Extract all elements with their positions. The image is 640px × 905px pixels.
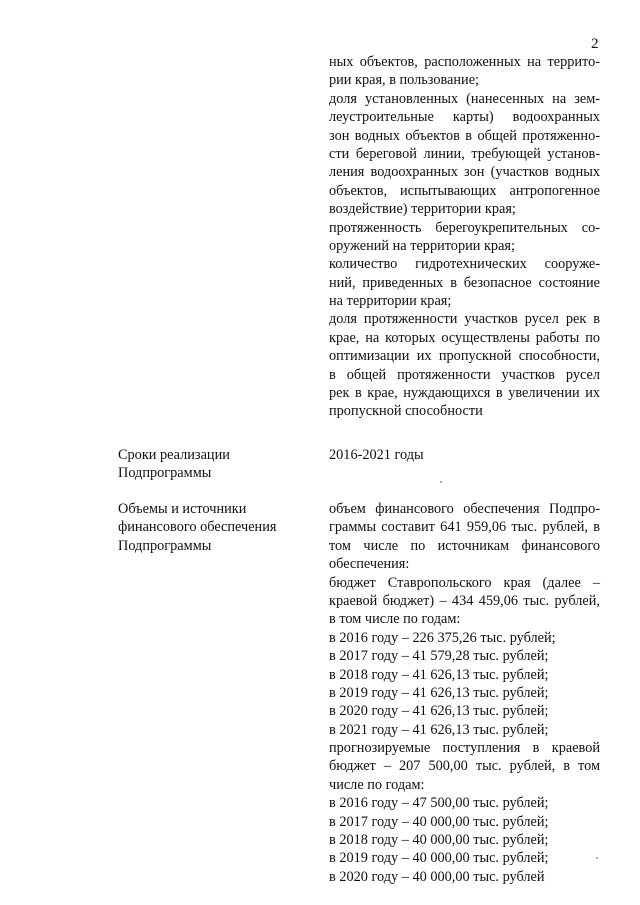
goals-line: крае, на которых осуществлены работы по — [329, 329, 600, 346]
goals-line: доля установленных (нанесенных на зем- — [329, 90, 600, 107]
scan-speck — [596, 857, 598, 859]
goals-line: объектов, испытывающих антропогенное — [329, 182, 600, 199]
goals-indicators-text — [329, 53, 600, 421]
finance-value-line: в 2016 году – 226 375,26 тыс. рублей; — [329, 629, 556, 646]
finance-value-line: обеспечения: — [329, 556, 410, 573]
terms-label-line: Сроки реализации — [118, 447, 230, 463]
goals-line: в общей протяженности участков русел — [329, 366, 600, 383]
goals-line: ных объектов, расположенных на террито- — [329, 54, 600, 70]
finance-value-line: бюджет – 207 500,00 тыс. рублей, в том — [329, 758, 600, 775]
goals-line: протяженность берегоукрепительных со- — [329, 219, 600, 236]
page-number: 2 — [591, 36, 599, 52]
finance-label-line: финансового обеспечения — [118, 519, 277, 536]
finance-value-line: прогнозируемые поступления в краевой — [329, 740, 600, 757]
goals-line: пропускной способности — [329, 403, 483, 420]
finance-value-line: краевой бюджет) – 434 459,06 тыс. рублей, — [329, 592, 600, 609]
goals-line: доля протяженности участков русел рек в — [329, 311, 600, 328]
goals-line: ний, приведенных в безопасное состояние — [329, 274, 600, 291]
finance-value-line: в том числе по годам: — [329, 611, 461, 628]
finance-value-line: в 2020 году – 41 626,13 тыс. рублей; — [329, 703, 549, 720]
finance-value-line: в 2020 году – 40 000,00 тыс. рублей — [329, 868, 545, 885]
finance-value-line: в 2019 году – 41 626,13 тыс. рублей; — [329, 684, 549, 701]
goals-line: оружений на территории края; — [329, 237, 515, 254]
goals-line: рии края, в пользование; — [329, 72, 480, 89]
scan-speck — [440, 481, 442, 483]
goals-line: рек в крае, нуждающихся в увеличении их — [329, 385, 600, 402]
finance-label-line: Объемы и источники — [118, 501, 247, 517]
goals-line: оптимизации их пропускной способности, — [329, 348, 600, 365]
goals-line: леустроительные карты) водоохранных — [329, 109, 600, 126]
finance-value-line: в 2019 году – 40 000,00 тыс. рублей; — [329, 850, 549, 867]
finance-value-line: в 2017 году – 41 579,28 тыс. рублей; — [329, 648, 549, 665]
finance-value-line: объем финансового обеспечения Подпро- — [329, 501, 600, 517]
goals-line: сти береговой линии, требующей установ- — [329, 145, 600, 162]
finance-value-line: числе по годам: — [329, 776, 425, 793]
terms-value — [329, 446, 600, 464]
finance-value-line: в 2018 году – 40 000,00 тыс. рублей; — [329, 832, 549, 849]
goals-line: воздействие) территории края; — [329, 201, 516, 218]
finance-value-line: в 2016 году – 47 500,00 тыс. рублей; — [329, 795, 549, 812]
finance-label-line: Подпрограммы — [118, 537, 212, 554]
goals-line: ления водоохранных зон (участков водных — [329, 164, 600, 181]
goals-line: зон водных объектов в общей протяженно- — [329, 127, 600, 144]
finance-value-line: в 2021 году – 41 626,13 тыс. рублей; — [329, 721, 549, 738]
finance-value-line: бюджет Ставропольского края (далее – — [329, 574, 600, 591]
goals-line: количество гидротехнических сооруже- — [329, 256, 600, 273]
finance-value-line: в 2017 году – 40 000,00 тыс. рублей; — [329, 813, 549, 830]
finance-value-line: граммы составит 641 959,06 тыс. рублей, в — [329, 519, 600, 536]
terms-label — [118, 446, 318, 483]
finance-label — [118, 500, 318, 555]
terms-value-line: 2016-2021 годы — [329, 447, 424, 463]
terms-label-line: Подпрограммы — [118, 465, 212, 482]
finance-value-line: том числе по источникам финансового — [329, 537, 600, 554]
finance-value-line: в 2018 году – 41 626,13 тыс. рублей; — [329, 666, 549, 683]
finance-value-text — [329, 500, 600, 886]
goals-line: на территории края; — [329, 293, 452, 310]
